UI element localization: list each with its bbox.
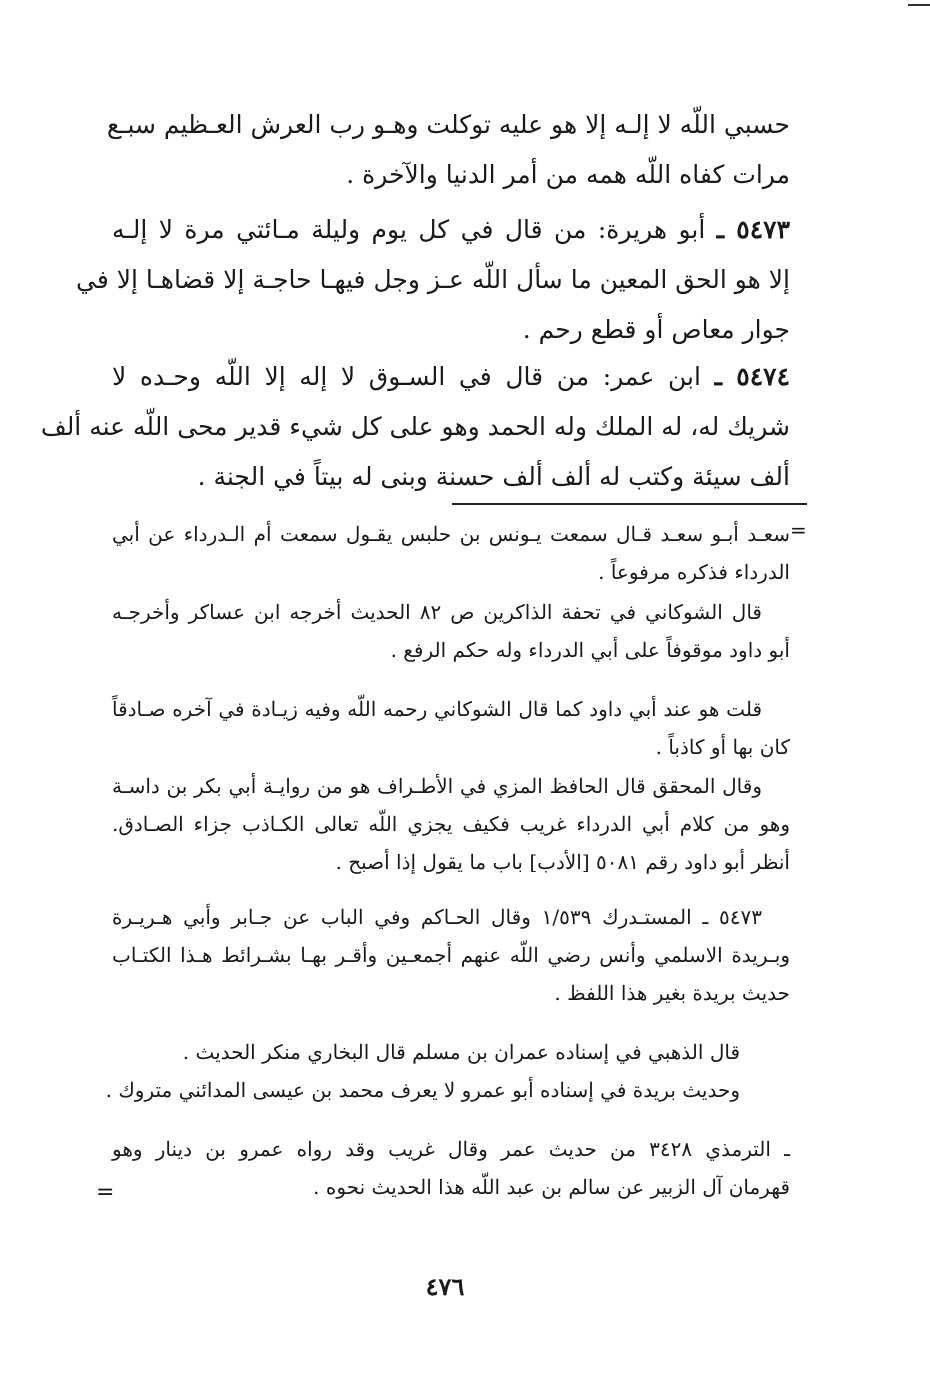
text-line: جوار معاص أو قطع رحم . xyxy=(522,315,790,344)
footnote-line: قال الذهبي في إسناده عمران بن مسلم قال البخاري منكر الحديث . xyxy=(182,1040,740,1064)
footnote-line: أنظر أبو داود رقم ٥٠٨١ [الأدب] باب ما يقول إذا أصبح . xyxy=(335,850,790,874)
footnote-block xyxy=(112,898,790,1012)
text-line xyxy=(112,205,790,255)
footnote-line: كان بها أو كاذباً . xyxy=(655,735,790,759)
hadith-number: ٥٤٧٣ ـ xyxy=(716,215,790,244)
text-line xyxy=(112,352,790,402)
text-line: مرات كفاه اللّه همه من أمر الدنيا والآخرة . xyxy=(346,160,790,189)
footnote-block xyxy=(112,767,790,881)
footnote-line: أبو داود موقوفاً على أبي الدرداء وله حكم الرفع . xyxy=(390,638,790,662)
footnote-line: سعـد أبـو سعـد قـال سمعت يـونس بن حلبس يقـول سمعت أم الـدرداء عن أبي xyxy=(112,522,790,546)
narrator-line: أبو هريرة: من قال في كل يوم وليلة مـائتي مرة لا إلـه xyxy=(112,215,717,244)
footnote-line: الدرداء فذكره مرفوعاً . xyxy=(598,560,790,584)
footnote-line: حديث بريدة بغير هذا اللفظ . xyxy=(554,981,790,1005)
continuation-mark-bottom: = xyxy=(96,1180,115,1205)
footnote-line: ٥٤٧٣ ـ المستـدرك ١/٥٣٩ وقال الحـاكم وفي الباب عن جـابر وأبي هـريـرة xyxy=(112,905,762,929)
page-number: ٤٧٦ xyxy=(425,1272,465,1301)
narrator-line: ابن عمر: من قال في السـوق لا إله إلا اللّه وحـده لا xyxy=(112,362,715,391)
footnote-line: قلت هو عند أبي داود كما قال الشوكاني رحمه اللّه وفيه زيـادة في آخره صـادقاً xyxy=(112,697,762,721)
text-line: حسبي اللّه لا إلـه إلا هو عليه توكلت وهـو رب العرش العـظيم سبـع xyxy=(106,110,790,139)
footnote-line: وحديث بريدة في إسناده أبو عمرو لا يعرف محمد بن عيسى المدائني متروك . xyxy=(105,1078,740,1102)
continuation-mark-top: = xyxy=(790,518,807,542)
footnote-line: قال الشوكاني في تحفة الذاكرين ص ٨٢ الحديث أخرجه ابن عساكر وأخرجـه xyxy=(112,600,762,624)
footnote-line: وقال المحقق قال الحافظ المزي في الأطـراف هو من روايـة أبي بكر بن داسـة xyxy=(112,774,762,798)
footnote-line: قهرمان آل الزبير عن سالم بن عبد اللّه هذا الحديث نحوه . xyxy=(313,1175,790,1199)
hadith-paragraph-1 xyxy=(106,100,790,200)
footnote-line: ـ الترمذي ٣٤٢٨ من حديث عمر وقال غريب وقد رواه عمرو بن دينار وهو xyxy=(112,1137,790,1161)
footnote-block xyxy=(112,593,790,669)
text-line: ألف سيئة وكتب له ألف ألف حسنة وبنى له بيتاً في الجنة . xyxy=(197,462,790,491)
footnote-block xyxy=(105,1033,740,1109)
hadith-number: ٥٤٧٤ ـ xyxy=(714,362,790,391)
hadith-paragraph-5474 xyxy=(40,352,790,502)
footnote-block xyxy=(112,690,790,766)
text-line: إلا هو الحق المعين ما سأل اللّه عـز وجل فيهـا حاجـة إلا قضاهـا إلا في xyxy=(75,265,790,294)
hadith-paragraph-5473 xyxy=(75,205,790,355)
corner-mark xyxy=(908,4,930,6)
footnote-line: وهو من كلام أبي الدرداء غريب فكيف يجزي اللّه تعالى الكـاذب جزاء الصـادق. xyxy=(112,812,790,836)
footnote-line: وبـريدة الاسلمي وأنس رضي اللّه عنهم أجمعـين وأقـر بهـا بشـرائط هـذا الكتـاب xyxy=(112,943,790,967)
footnote-block xyxy=(112,1130,790,1206)
footnote-divider xyxy=(452,503,807,505)
footnote-block xyxy=(112,515,790,591)
text-line: شريك له، له الملك وله الحمد وهو على كل شيء قدير محى اللّه عنه ألف xyxy=(40,412,790,441)
